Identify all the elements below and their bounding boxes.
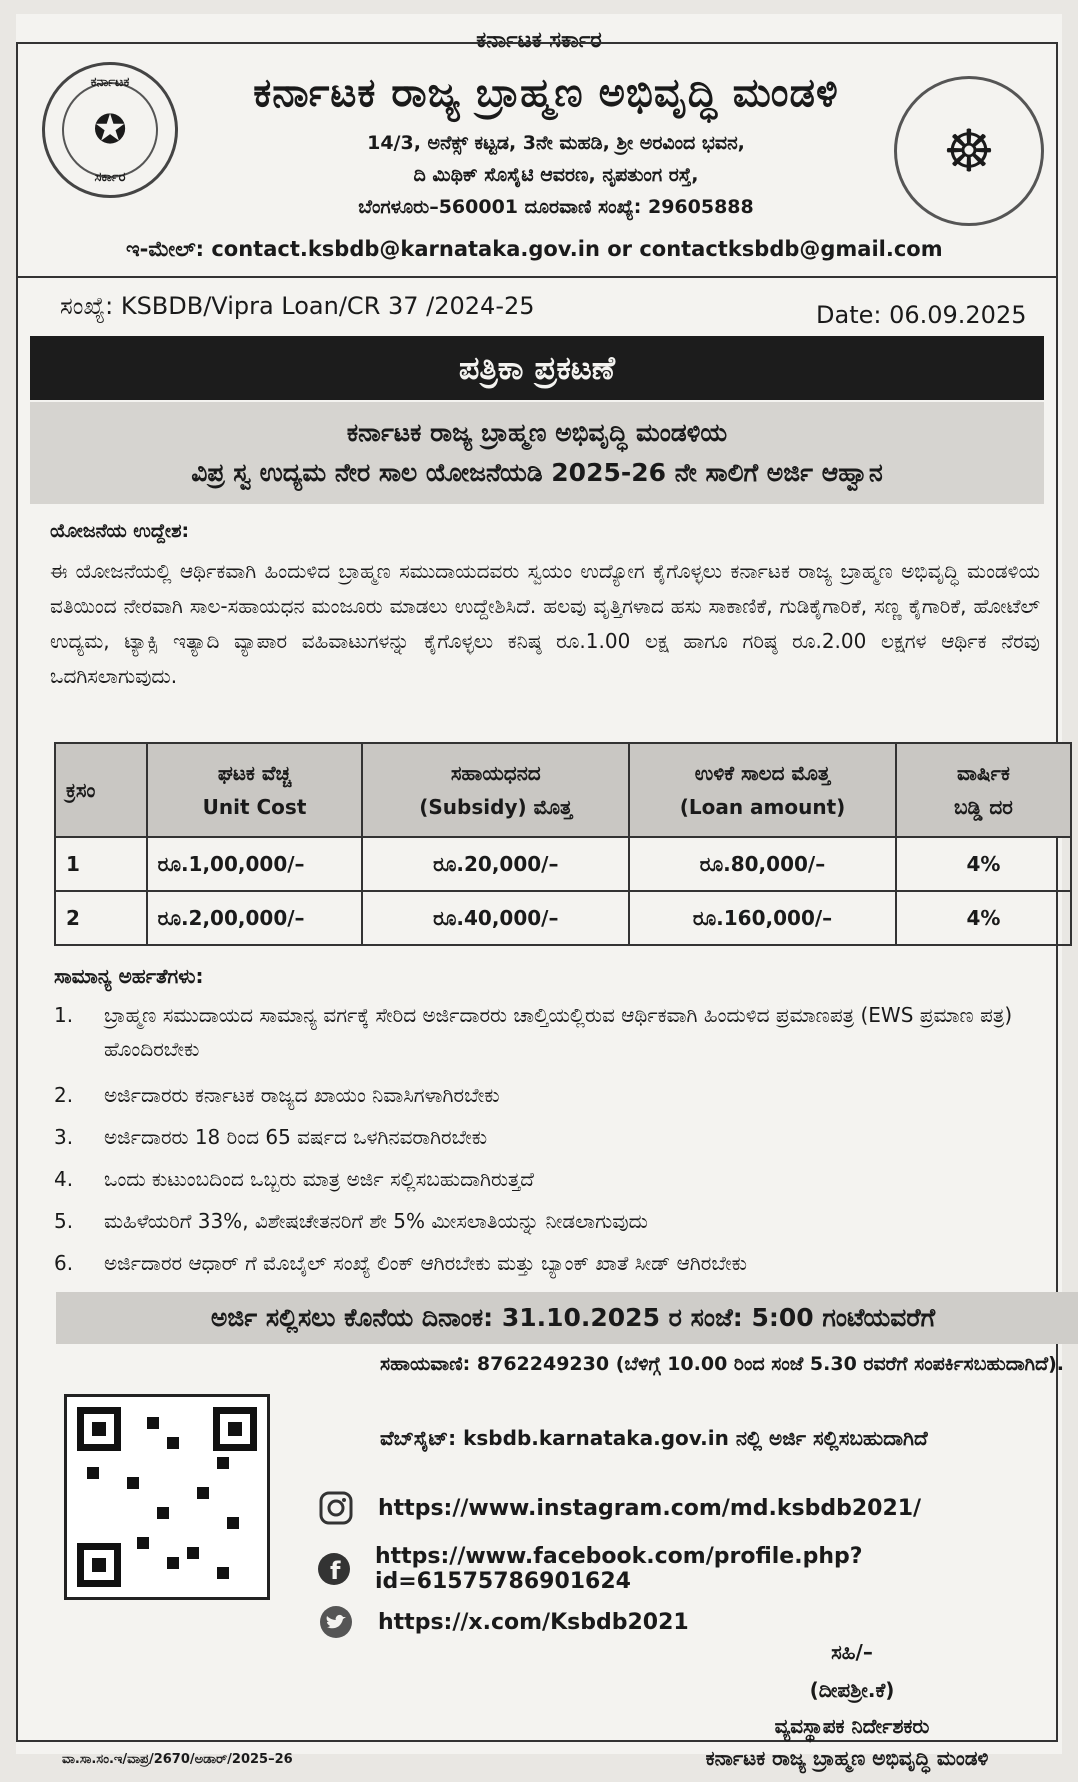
eligibility-item: 6. ಅರ್ಜಿದಾರರ ಆಧಾರ್ ಗೆ ಮೊಬೈಲ್ ಸಂಖ್ಯೆ ಲಿಂಕ್ ಆಗಿರಬೇಕು ಮತ್ತು ಬ್ಯಾಂಕ್ ಖಾತೆ ಸೀಡ್ ಆಗಿರಬೇಕು	[54, 1251, 747, 1275]
header-interest: ವಾರ್ಷಿಕ ಬಡ್ಡಿ ದರ	[896, 743, 1071, 837]
x-link[interactable]: https://x.com/Ksbdb2021	[378, 1609, 689, 1635]
cell-subsidy: ರೂ.20,000/–	[362, 837, 629, 891]
cell-serial: 2	[55, 891, 147, 945]
header-serial: ಕ್ರಸಂ	[55, 743, 147, 837]
instagram-row[interactable]	[316, 1488, 921, 1528]
deadline-banner: ಅರ್ಜಿ ಸಲ್ಲಿಸಲು ಕೊನೆಯ ದಿನಾಂಕ: 31.10.2025 ರ ಸಂಜೆ: 5:00 ಗಂಟೆಯವರೆಗೆ	[56, 1292, 1078, 1344]
svg-text:f: f	[330, 1557, 341, 1585]
eligibility-item: 4. ಒಂದು ಕುಟುಂಬದಿಂದ ಒಬ್ಬರು ಮಾತ್ರ ಅರ್ಜಿ ಸಲ್ಲಿಸಬಹುದಾಗಿರುತ್ತದೆ	[54, 1167, 534, 1191]
instagram-link[interactable]: https://www.instagram.com/md.ksbdb2021/	[378, 1495, 922, 1521]
header-subsidy: ಸಹಾಯಧನದ (Subsidy) ಮೊತ್ತ	[362, 743, 629, 837]
cell-unit-cost: ರೂ.2,00,000/–	[147, 891, 363, 945]
cell-loan: ರೂ.80,000/–	[629, 837, 896, 891]
signatory-organization: ಕರ್ನಾಟಕ ರಾಜ್ಯ ಬ್ರಾಹ್ಮಣ ಅಭಿವೃದ್ಧಿ ಮಂಡಳಿ	[705, 1746, 989, 1770]
x-row[interactable]	[316, 1602, 689, 1642]
press-release-page	[16, 14, 1065, 1770]
ksbdb-logo-icon: ☸	[894, 76, 1044, 226]
divider	[16, 276, 1058, 278]
facebook-row[interactable]	[316, 1544, 1062, 1594]
header-loan-amount: ಉಳಿಕೆ ಸಾಲದ ಮೊತ್ತ (Loan amount)	[629, 743, 896, 837]
eligibility-item: 1. ಬ್ರಾಹ್ಮಣ ಸಮುದಾಯದ ಸಾಮಾನ್ಯ ವರ್ಗಕ್ಕೆ ಸೇರಿದ ಅರ್ಜಿದಾರರು ಚಾಲ್ತಿಯಲ್ಲಿರುವ ಆರ್ಥಿಕವಾಗಿ ಹಿಂದುಳಿದ ಪ್ರಮಾಣಪತ್ರ (EWS ಪ್ರಮಾಣ ಪತ್ರ) ಹೊಂದಿರಬೇಕು	[54, 1003, 1013, 1061]
website-text: ವೆಬ್‌ಸೈಟ್: ksbdb.karnataka.gov.in ನಲ್ಲಿ ಅರ್ಜಿ ಸಲ್ಲಿಸಬಹುದಾಗಿದೆ	[380, 1426, 928, 1450]
address-line-3: ಬೆಂಗಳೂರು–560001 ದೂರವಾಣಿ ಸಂಖ್ಯೆ: 29605888	[358, 196, 754, 218]
qr-code-icon[interactable]	[64, 1394, 270, 1600]
eligibility-item: 3. ಅರ್ಜಿದಾರರು 18 ರಿಂದ 65 ವರ್ಷದ ಒಳಗಿನವರಾಗಿರಬೇಕು	[54, 1125, 488, 1149]
table-row	[55, 837, 1071, 891]
signature-sd: ಸಹಿ/–	[831, 1640, 873, 1664]
cell-unit-cost: ರೂ.1,00,000/–	[147, 837, 363, 891]
emblem-top-text: ಕರ್ನಾಟಕ	[90, 75, 130, 90]
state-emblem-icon	[42, 62, 178, 198]
helpline-text: ಸಹಾಯವಾಣಿ: 8762249230 (ಬೆಳಿಗ್ಗೆ 10.00 ರಿಂದ ಸಂಜೆ 5.30 ರವರೆಗೆ ಸಂಪರ್ಕಿಸಬಹುದಾಗಿದೆ).	[380, 1353, 1065, 1375]
board-name: ಕರ್ನಾಟಕ ರಾಜ್ಯ ಬ್ರಾಹ್ಮಣ ಅಭಿವೃದ್ಧಿ ಮಂಡಳಿ	[253, 70, 839, 116]
title-line-1: ಕರ್ನಾಟಕ ರಾಜ್ಯ ಬ್ರಾಹ್ಮಣ ಅಭಿವೃದ್ಧಿ ಮಂಡಳಿಯ	[346, 418, 728, 447]
address-line-1: 14/3, ಅನೆಕ್ಸ್ ಕಟ್ಟಡ, 3ನೇ ಮಹಡಿ, ಶ್ರೀ ಅರವಿಂದ ಭವನ,	[367, 132, 745, 154]
table-header-row	[55, 743, 1071, 837]
cell-interest: 4%	[896, 891, 1071, 945]
emblem-inner: ✪	[62, 82, 158, 178]
cell-serial: 1	[55, 837, 147, 891]
cell-loan: ರೂ.160,000/–	[629, 891, 896, 945]
email-line: ಇ-ಮೇಲ್: contact.ksbdb@karnataka.gov.in or contactksbdb@gmail.com	[126, 237, 943, 261]
title-line-2: ವಿಪ್ರ ಸ್ವ ಉದ್ಯಮ ನೇರ ಸಾಲ ಯೋಜನೆಯಡಿ 2025-26 ನೇ ಸಾಲಿಗೆ ಅರ್ಜಿ ಆಹ್ವಾನ	[191, 458, 883, 487]
loan-table	[54, 742, 1072, 946]
objective-heading: ಯೋಜನೆಯ ಉದ್ದೇಶ:	[50, 520, 190, 542]
facebook-link[interactable]: https://www.facebook.com/profile.php?id=61575786901624	[374, 1544, 863, 1594]
emblem-bottom-text: ಸರ್ಕಾರ	[94, 170, 126, 185]
notice-title	[30, 402, 1044, 504]
government-label: ಕರ್ನಾಟಕ ಸರ್ಕಾರ	[476, 28, 602, 53]
eligibility-item: 2. ಅರ್ಜಿದಾರರು ಕರ್ನಾಟಕ ರಾಜ್ಯದ ಖಾಯಂ ನಿವಾಸಿಗಳಾಗಿರಬೇಕು	[54, 1083, 500, 1107]
signatory-designation: ವ್ಯವಸ್ಥಾಪಕ ನಿರ್ದೇಶಕರು	[774, 1714, 930, 1738]
footer-reference: ವಾ.ಸಾ.ಸಂ.ಇ/ವಾಪ್ರ/2670/ಅಡಾರ್/2025–26	[62, 1752, 293, 1767]
cell-subsidy: ರೂ.40,000/–	[362, 891, 629, 945]
facebook-icon	[316, 1549, 353, 1589]
header-unit-cost: ಘಟಕ ವೆಚ್ಚ Unit Cost	[147, 743, 363, 837]
table-row	[55, 891, 1071, 945]
reference-number: ಸಂಖ್ಯೆ: KSBDB/Vipra Loan/CR 37 /2024-25	[60, 292, 535, 320]
signatory-name: (ದೀಪಶ್ರೀ.ಕೆ)	[809, 1678, 895, 1702]
instagram-icon	[316, 1488, 356, 1528]
objective-text: ಈ ಯೋಜನೆಯಲ್ಲಿ ಆರ್ಥಿಕವಾಗಿ ಹಿಂದುಳಿದ ಬ್ರಾಹ್ಮಣ ಸಮುದಾಯದವರು ಸ್ವಯಂ ಉದ್ಯೋಗ ಕೈಗೊಳ್ಳಲು ಕರ್ನಾಟಕ ರಾಜ್ಯ ಬ್ರಾಹ್ಮಣ ಅಭಿವೃದ್ಧಿ ಮಂಡಳಿಯ ವತಿಯಿಂದ ನೇರವಾಗಿ ಸಾಲ-ಸಹಾಯಧನ ಮಂಜೂರು ಮಾಡಲು ಉದ್ದೇಶಿಸಿದೆ. ಹಲವು ವೃತ್ತಿಗಳಾದ ಹಸು ಸಾಕಾಣಿಕೆ, ಗುಡಿಕೈಗಾರಿಕೆ, ಸಣ್ಣ ಕೈಗಾರಿಕೆ, ಹೋಟೆಲ್ ಉದ್ಯಮ, ಟ್ಯಾಕ್ಸಿ ಇತ್ಯಾದಿ ವ್ಯಾಪಾರ ವಹಿವಾಟುಗಳನ್ನು ಕೈಗೊಳ್ಳಲು ಕನಿಷ್ಠ ರೂ.1.00 ಲಕ್ಷ ಹಾಗೂ ಗರಿಷ್ಠ ರೂ.2.00 ಲಕ್ಷಗಳ ಆರ್ಥಿಕ ನೆರವು ಒದಗಿಸಲಾಗುವುದು.	[50, 559, 1040, 688]
address-line-2: ದಿ ಮಿಥಿಕ್ ಸೊಸೈಟಿ ಆವರಣ, ನೃಪತುಂಗ ರಸ್ತೆ,	[413, 164, 699, 186]
eligibility-item: 5. ಮಹಿಳೆಯರಿಗೆ 33%, ವಿಶೇಷಚೇತನರಿಗೆ ಶೇ 5% ಮೀಸಲಾತಿಯನ್ನು ನೀಡಲಾಗುವುದು	[54, 1209, 648, 1233]
issue-date: Date: 06.09.2025	[816, 301, 1027, 329]
press-release-heading: ಪತ್ರಿಕಾ ಪ್ರಕಟಣೆ	[30, 336, 1044, 400]
cell-interest: 4%	[896, 837, 1071, 891]
eligibility-heading: ಸಾಮಾನ್ಯ ಅರ್ಹತೆಗಳು:	[54, 964, 204, 988]
twitter-icon	[316, 1602, 356, 1642]
